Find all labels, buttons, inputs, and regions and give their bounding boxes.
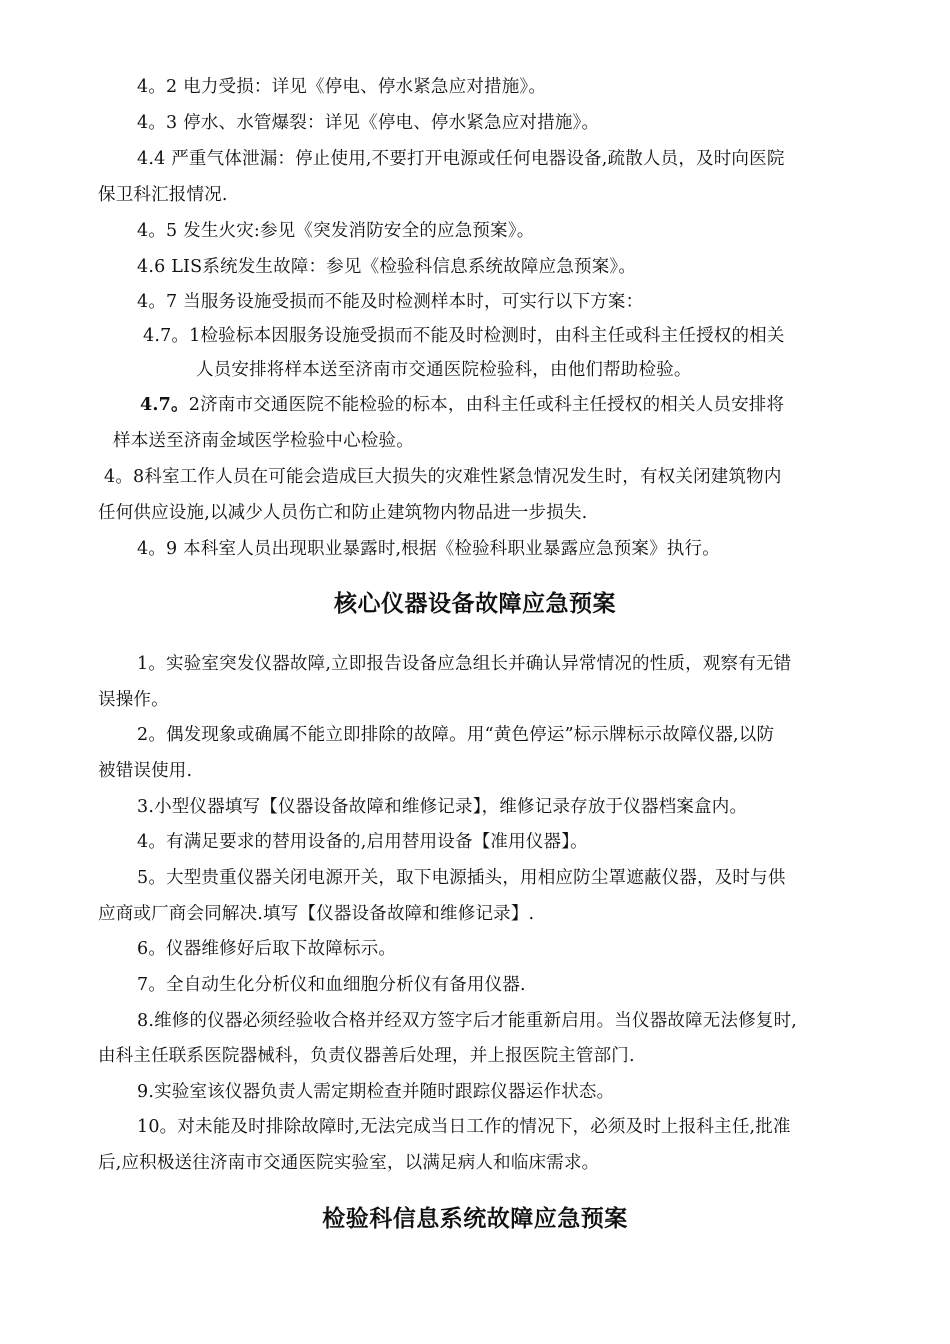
item-10-line-1: 10。对未能及时排除故障时,无法完成当日工作的情况下，必须及时上报科主任,批准: [137, 1117, 791, 1137]
paragraph-4-6: 4.6 LIS系统发生故障：参见《检验科信息系统故障应急预案》。: [137, 257, 637, 277]
item-6: 6。仪器维修好后取下故障标示。: [137, 939, 397, 959]
section-title-core-equipment: 核心仪器设备故障应急预案: [334, 591, 616, 617]
item-8-line-2: 由科主任联系医院器械科，负责仪器善后处理，并上报医院主管部门.: [98, 1046, 635, 1066]
paragraph-4-7-2-line-1: [140, 393, 784, 417]
item-8-line-1: 8.维修的仪器必须经验收合格并经双方签字后才能重新启用。当仪器故障无法修复时,: [137, 1011, 798, 1031]
paragraph-4-7-2-number: 4.7。: [140, 395, 189, 415]
item-4: 4。有满足要求的替用设备的,启用替用设备【准用仪器】。: [137, 832, 588, 852]
item-3: 3.小型仪器填写【仪器设备故障和维修记录】，维修记录存放于仪器档案盒内。: [137, 797, 748, 817]
paragraph-4-2: 4。2 电力受损：详见《停电、停水紧急应对措施》。: [137, 77, 547, 97]
item-7: 7。全自动生化分析仪和血细胞分析仪有备用仪器.: [137, 975, 526, 995]
paragraph-4-4-line-1: 4.4 严重气体泄漏：停止使用,不要打开电源或任何电器设备,疏散人员，及时向医院: [137, 149, 785, 169]
paragraph-4-7-2-line-2: 样本送至济南金域医学检验中心检验。: [113, 431, 414, 451]
item-5-line-1: 5。大型贵重仪器关闭电源开关，取下电源插头，用相应防尘罩遮蔽仪器，及时与供: [137, 868, 786, 888]
item-9: 9.实验室该仪器负责人需定期检查并随时跟踪仪器运作状态。: [137, 1082, 615, 1102]
paragraph-4-8-line-2: 任何供应设施,以减少人员伤亡和防止建筑物内物品进一步损失.: [98, 503, 588, 523]
section-title-lis-failure: 检验科信息系统故障应急预案: [322, 1206, 628, 1232]
paragraph-4-5: 4。5 发生火灾:参见《突发消防安全的应急预案》。: [137, 221, 535, 241]
paragraph-4-8-line-1: 4。8科室工作人员在可能会造成巨大损失的灾难性紧急情况发生时，有权关闭建筑物内: [104, 467, 782, 487]
paragraph-4-4-line-2: 保卫科汇报情况.: [98, 185, 228, 205]
item-2-line-1: 2。偶发现象或确属不能立即排除的故障。用“黄色停运”标示牌标示故障仪器,以防: [137, 725, 775, 745]
paragraph-4-7-1-line-1: 4.7。1检验标本因服务设施受损而不能及时检测时，由科主任或科主任授权的相关: [143, 326, 785, 346]
item-1-line-1: 1。实验室突发仪器故障,立即报告设备应急组长并确认异常情况的性质，观察有无错: [137, 654, 792, 674]
item-1-line-2: 误操作。: [98, 690, 169, 710]
item-10-line-2: 后,应积极送往济南市交通医院实验室，以满足病人和临床需求。: [98, 1153, 600, 1173]
paragraph-4-9: 4。9 本科室人员出现职业暴露时,根据《检验科职业暴露应急预案》执行。: [137, 539, 720, 559]
paragraph-4-3: 4。3 停水、水管爆裂：详见《停电、停水紧急应对措施》。: [137, 113, 600, 133]
item-5-line-2: 应商或厂商会同解决.填写【仪器设备故障和维修记录】.: [98, 904, 535, 924]
paragraph-4-7-2-text: 2济南市交通医院不能检验的标本，由科主任或科主任授权的相关人员安排将: [188, 395, 785, 415]
item-2-line-2: 被错误使用.: [98, 761, 193, 781]
paragraph-4-7-1-line-2: 人员安排将样本送至济南市交通医院检验科，由他们帮助检验。: [196, 360, 692, 380]
paragraph-4-7: 4。7 当服务设施受损而不能及时检测样本时，可实行以下方案：: [137, 292, 644, 312]
